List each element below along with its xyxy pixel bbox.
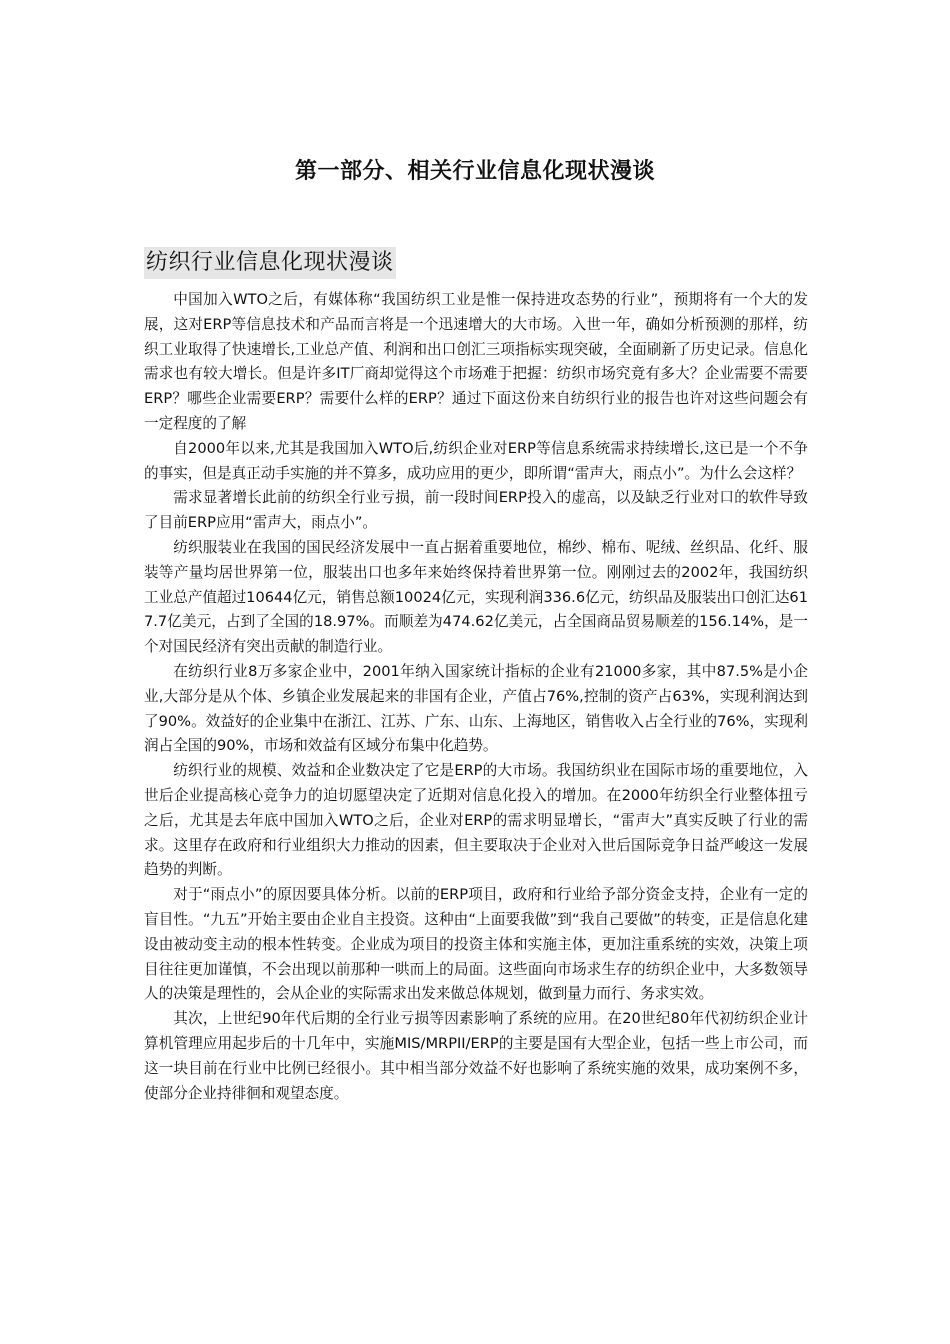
paragraph-7: 对于“雨点小”的原因要具体分析。以前的ERP项目，政府和行业给予部分资金支持，企业有一定的盲目性。“九五”开始主要由企业自主投资。这种由“上面要我做”到“我自己要做”的转变，正是信息化建设由被动变主动的根本性转变。企业成为项目的投资主体和实施主体，更加注重系统的实效，决策上项目往往更加谨慎，不会出现以前那种一哄而上的局面。这些面向市场求生存的纺织企业中，大多数领导人的决策是理性的，会从企业的实际需求出发来做总体规划，做到量力而行、务求实效。	[144, 886, 808, 1003]
body-text	[144, 288, 808, 1106]
paragraph-2: 自2000年以来,尤其是我国加入WTO后,纺织企业对ERP等信息系统需求持续增长,这已是一个不争的事实，但是真正动手实施的并不算多，成功应用的更少，即所谓“雷声大，雨点小”。为什么会这样？	[144, 439, 808, 482]
paragraph-8: 其次，上世纪90年代后期的全行业亏损等因素影响了系统的应用。在20世纪80年代初纺织企业计算机管理应用起步后的十几年中，实施MIS/MRPII/ERP的主要是国有大型企业，包括一些上市公司，而这一块目前在行业中比例已经很小。其中相当部分效益不好也影响了系统实施的效果，成功案例不多，使部分企业持徘徊和观望态度。	[144, 1010, 808, 1102]
section-heading: 纺织行业信息化现状漫谈	[144, 247, 396, 279]
paragraph-6: 纺织行业的规模、效益和企业数决定了它是ERP的大市场。我国纺织业在国际市场的重要地位，入世后企业提高核心竞争力的迫切愿望决定了近期对信息化投入的增加。在2000年纺织全行业整体扭亏之后，尤其是去年底中国加入WTO之后，企业对ERP的需求明显增长，“雷声大”真实反映了行业的需求。这里存在政府和行业组织大力推动的因素，但主要取决于企业对入世后国际竞争日益严峻这一发展趋势的判断。	[144, 762, 808, 879]
document-title: 第一部分、相关行业信息化现状漫谈	[294, 159, 655, 184]
paragraph-3: 需求显著增长此前的纺织全行业亏损，前一段时间ERP投入的虚高，以及缺乏行业对口的软件导致了目前ERP应用“雷声大，雨点小”。	[144, 489, 808, 532]
paragraph-4: 纺织服装业在我国的国民经济发展中一直占据着重要地位，棉纱、棉布、呢绒、丝织品、化纤、服装等产量均居世界第一位，服装出口也多年来始终保持着世界第一位。刚刚过去的2002年，我国纺织工业总产值超过10644亿元，销售总额10024亿元，实现利润336.6亿元，纺织品及服装出口创汇达617.7亿美元，占到了全国的18.97%。而顺差为474.62亿美元，占全国商品贸易顺差的156.14%，是一个对国民经济有突出贡献的制造行业。	[144, 538, 808, 656]
paragraph-1: 中国加入WTO之后，有媒体称“我国纺织工业是惟一保持进攻态势的行业”，预期将有一个大的发展，这对ERP等信息技术和产品而言将是一个迅速增大的大市场。入世一年，确如分析预测的那样，纺织工业取得了快速增长,工业总产值、利润和出口创汇三项指标实现突破，全面刷新了历史记录。信息化需求也有较大增长。但是许多IT厂商却觉得这个市场难于把握：纺织市场究竟有多大？企业需要不需要ERP？哪些企业需要ERP？需要什么样的ERP？通过下面这份来自纺织行业的报告也许对这些问题会有一定程度的了解	[144, 291, 808, 432]
paragraph-5: 在纺织行业8万多家企业中，2001年纳入国家统计指标的企业有21000多家，其中87.5%是小企业,大部分是从个体、乡镇企业发展起来的非国有企业，产值占76%,控制的资产占63%，实现利润达到了90%。效益好的企业集中在浙江、江苏、广东、山东、上海地区，销售收入占全行业的76%，实现利润占全国的90%，市场和效益有区域分布集中化趋势。	[144, 662, 808, 755]
